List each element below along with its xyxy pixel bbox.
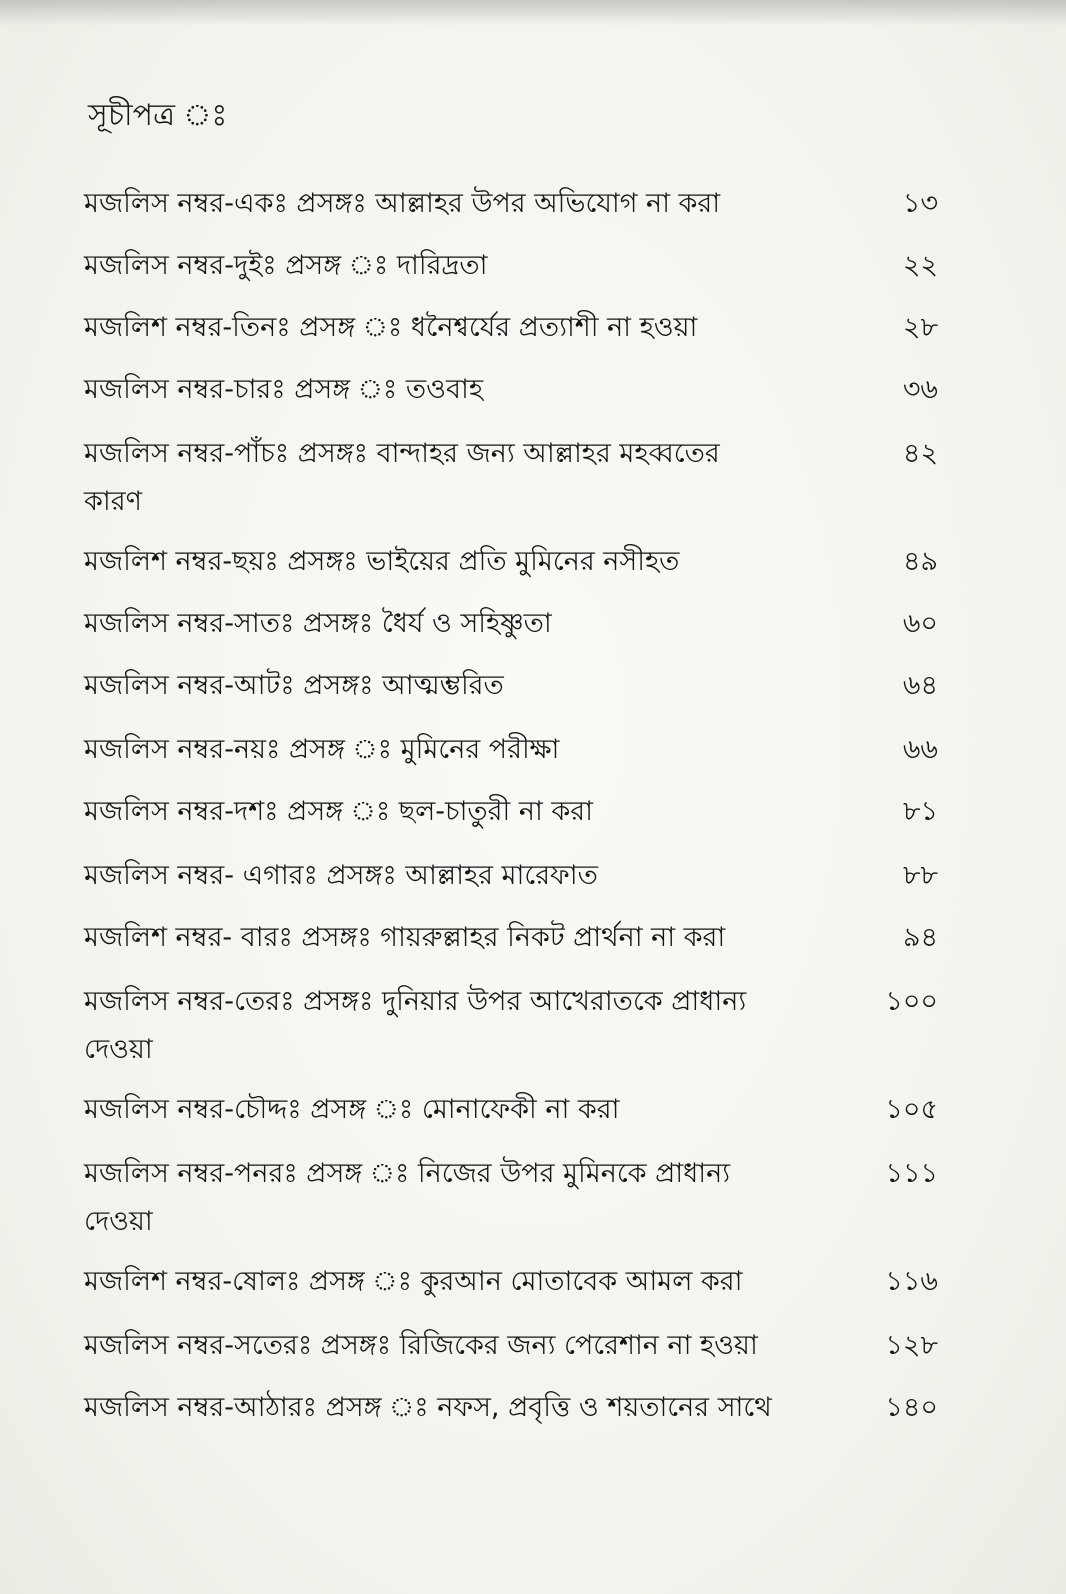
toc-entry-page-number: ১০০ <box>885 986 938 1017</box>
toc-entry-page-number: ৮৮ <box>902 860 938 891</box>
toc-entry-title: মজলিস নম্বর-দশঃ প্রসঙ্গ ঃ ছল-চাতুরী না করা <box>84 796 593 827</box>
toc-entry-page-number: ২২ <box>902 250 938 281</box>
toc-entry <box>84 788 964 836</box>
toc-entry-page-number: ৬০ <box>902 608 938 639</box>
toc-entry-title: মজলিস নম্বর-নয়ঃ প্রসঙ্গ ঃ মুমিনের পরীক্ষা <box>84 734 560 765</box>
toc-entry <box>84 242 964 290</box>
toc-entry <box>84 852 964 900</box>
toc-entry-title: মজলিস নম্বর-সতেরঃ প্রসঙ্গঃ রিজিকের জন্য পেরেশান না হওয়া <box>84 1330 758 1361</box>
toc-entry-title-continuation: কারণ <box>84 486 142 517</box>
toc-entry-title: মজলিস নম্বর- এগারঃ প্রসঙ্গঃ আল্লাহর মারেফাত <box>84 860 598 891</box>
toc-entry-title: মজলিস নম্বর-সাতঃ প্রসঙ্গঃ ধৈর্য ও সহিষ্ণুতা <box>84 608 552 639</box>
toc-entry-title: মজলিশ নম্বর-তিনঃ প্রসঙ্গ ঃ ধনৈশ্বর্যের প্রত্যাশী না হওয়া <box>84 312 698 343</box>
toc-entry-page-number: ১২৮ <box>885 1330 938 1361</box>
toc-entry-page-number: ৪৯ <box>902 546 938 577</box>
toc-entry-title: মজলিস নম্বর-চৌদ্দঃ প্রসঙ্গ ঃ মোনাফেকী না করা <box>84 1094 620 1125</box>
toc-entry-page-number: ৬৪ <box>902 670 938 701</box>
toc-heading: সূচীপত্র ঃ <box>88 98 228 133</box>
toc-entry-page-number: ২৮ <box>902 312 938 343</box>
toc-entry-page-number: ৩৬ <box>902 374 938 405</box>
toc-entry-page-number: ১৪০ <box>885 1392 938 1423</box>
toc-entry <box>84 662 964 710</box>
toc-entry-title: মজলিস নম্বর-আটঃ প্রসঙ্গঃ আত্মম্ভরিত <box>84 670 504 701</box>
toc-entry-page-number: ৬৬ <box>902 734 938 765</box>
toc-entry-title: মজলিস নম্বর-দুইঃ প্রসঙ্গ ঃ দারিদ্রতা <box>84 250 488 281</box>
toc-entry-page-number: ১৩ <box>902 188 938 219</box>
toc-entry-title: মজলিস নম্বর-তেরঃ প্রসঙ্গঃ দুনিয়ার উপর আখেরাতকে প্রাধান্য <box>84 986 747 1017</box>
toc-entry <box>84 180 964 228</box>
toc-entry-title: মজলিস নম্বর-পাঁচঃ প্রসঙ্গঃ বান্দাহর জন্য আল্লাহর মহব্বতের <box>84 438 720 469</box>
toc-entry <box>84 600 964 648</box>
toc-entry-page-number: ১০৫ <box>885 1094 938 1125</box>
toc-entry-title-continuation: দেওয়া <box>84 1034 153 1065</box>
toc-entry <box>84 1150 964 1246</box>
toc-entry-title: মজলিস নম্বর-আঠারঃ প্রসঙ্গ ঃ নফস, প্রবৃত্তি ও শয়তানের সাথে <box>84 1392 772 1423</box>
toc-entry <box>84 914 964 962</box>
toc-entry-title: মজলিশ নম্বর-ষোলঃ প্রসঙ্গ ঃ কুরআন মোতাবেক আমল করা <box>84 1266 743 1297</box>
toc-entry-title: মজলিশ নম্বর-ছয়ঃ প্রসঙ্গঃ ভাইয়ের প্রতি মুমিনের নসীহত <box>84 546 680 577</box>
toc-entry-page-number: ৮১ <box>902 796 938 827</box>
toc-entry-page-number: ৯৪ <box>902 922 938 953</box>
toc-entry-page-number: ১১৬ <box>885 1266 938 1297</box>
toc-entry <box>84 538 964 586</box>
toc-entry-title: মজলিস নম্বর-পনরঃ প্রসঙ্গ ঃ নিজের উপর মুমিনকে প্রাধান্য <box>84 1158 731 1189</box>
toc-entry-page-number: ৪২ <box>902 438 938 469</box>
toc-entry <box>84 366 964 414</box>
toc-entry-title: মজলিস নম্বর-একঃ প্রসঙ্গঃ আল্লাহর উপর অভিযোগ না করা <box>84 188 721 219</box>
toc-entry <box>84 1258 964 1306</box>
toc-entry <box>84 430 964 526</box>
toc-entry <box>84 1384 964 1432</box>
toc-entry-title-continuation: দেওয়া <box>84 1206 153 1237</box>
toc-entry <box>84 726 964 774</box>
toc-entry <box>84 1086 964 1134</box>
toc-entry <box>84 978 964 1074</box>
toc-entry <box>84 304 964 352</box>
toc-entry-title: মজলিস নম্বর-চারঃ প্রসঙ্গ ঃ তওবাহ <box>84 374 484 405</box>
page-edge-shadow <box>0 0 1066 26</box>
toc-entry-page-number: ১১১ <box>885 1158 938 1189</box>
toc-entry-title: মজলিশ নম্বর- বারঃ প্রসঙ্গঃ গায়রুল্লাহর নিকট প্রার্থনা না করা <box>84 922 726 953</box>
toc-entry <box>84 1322 964 1370</box>
